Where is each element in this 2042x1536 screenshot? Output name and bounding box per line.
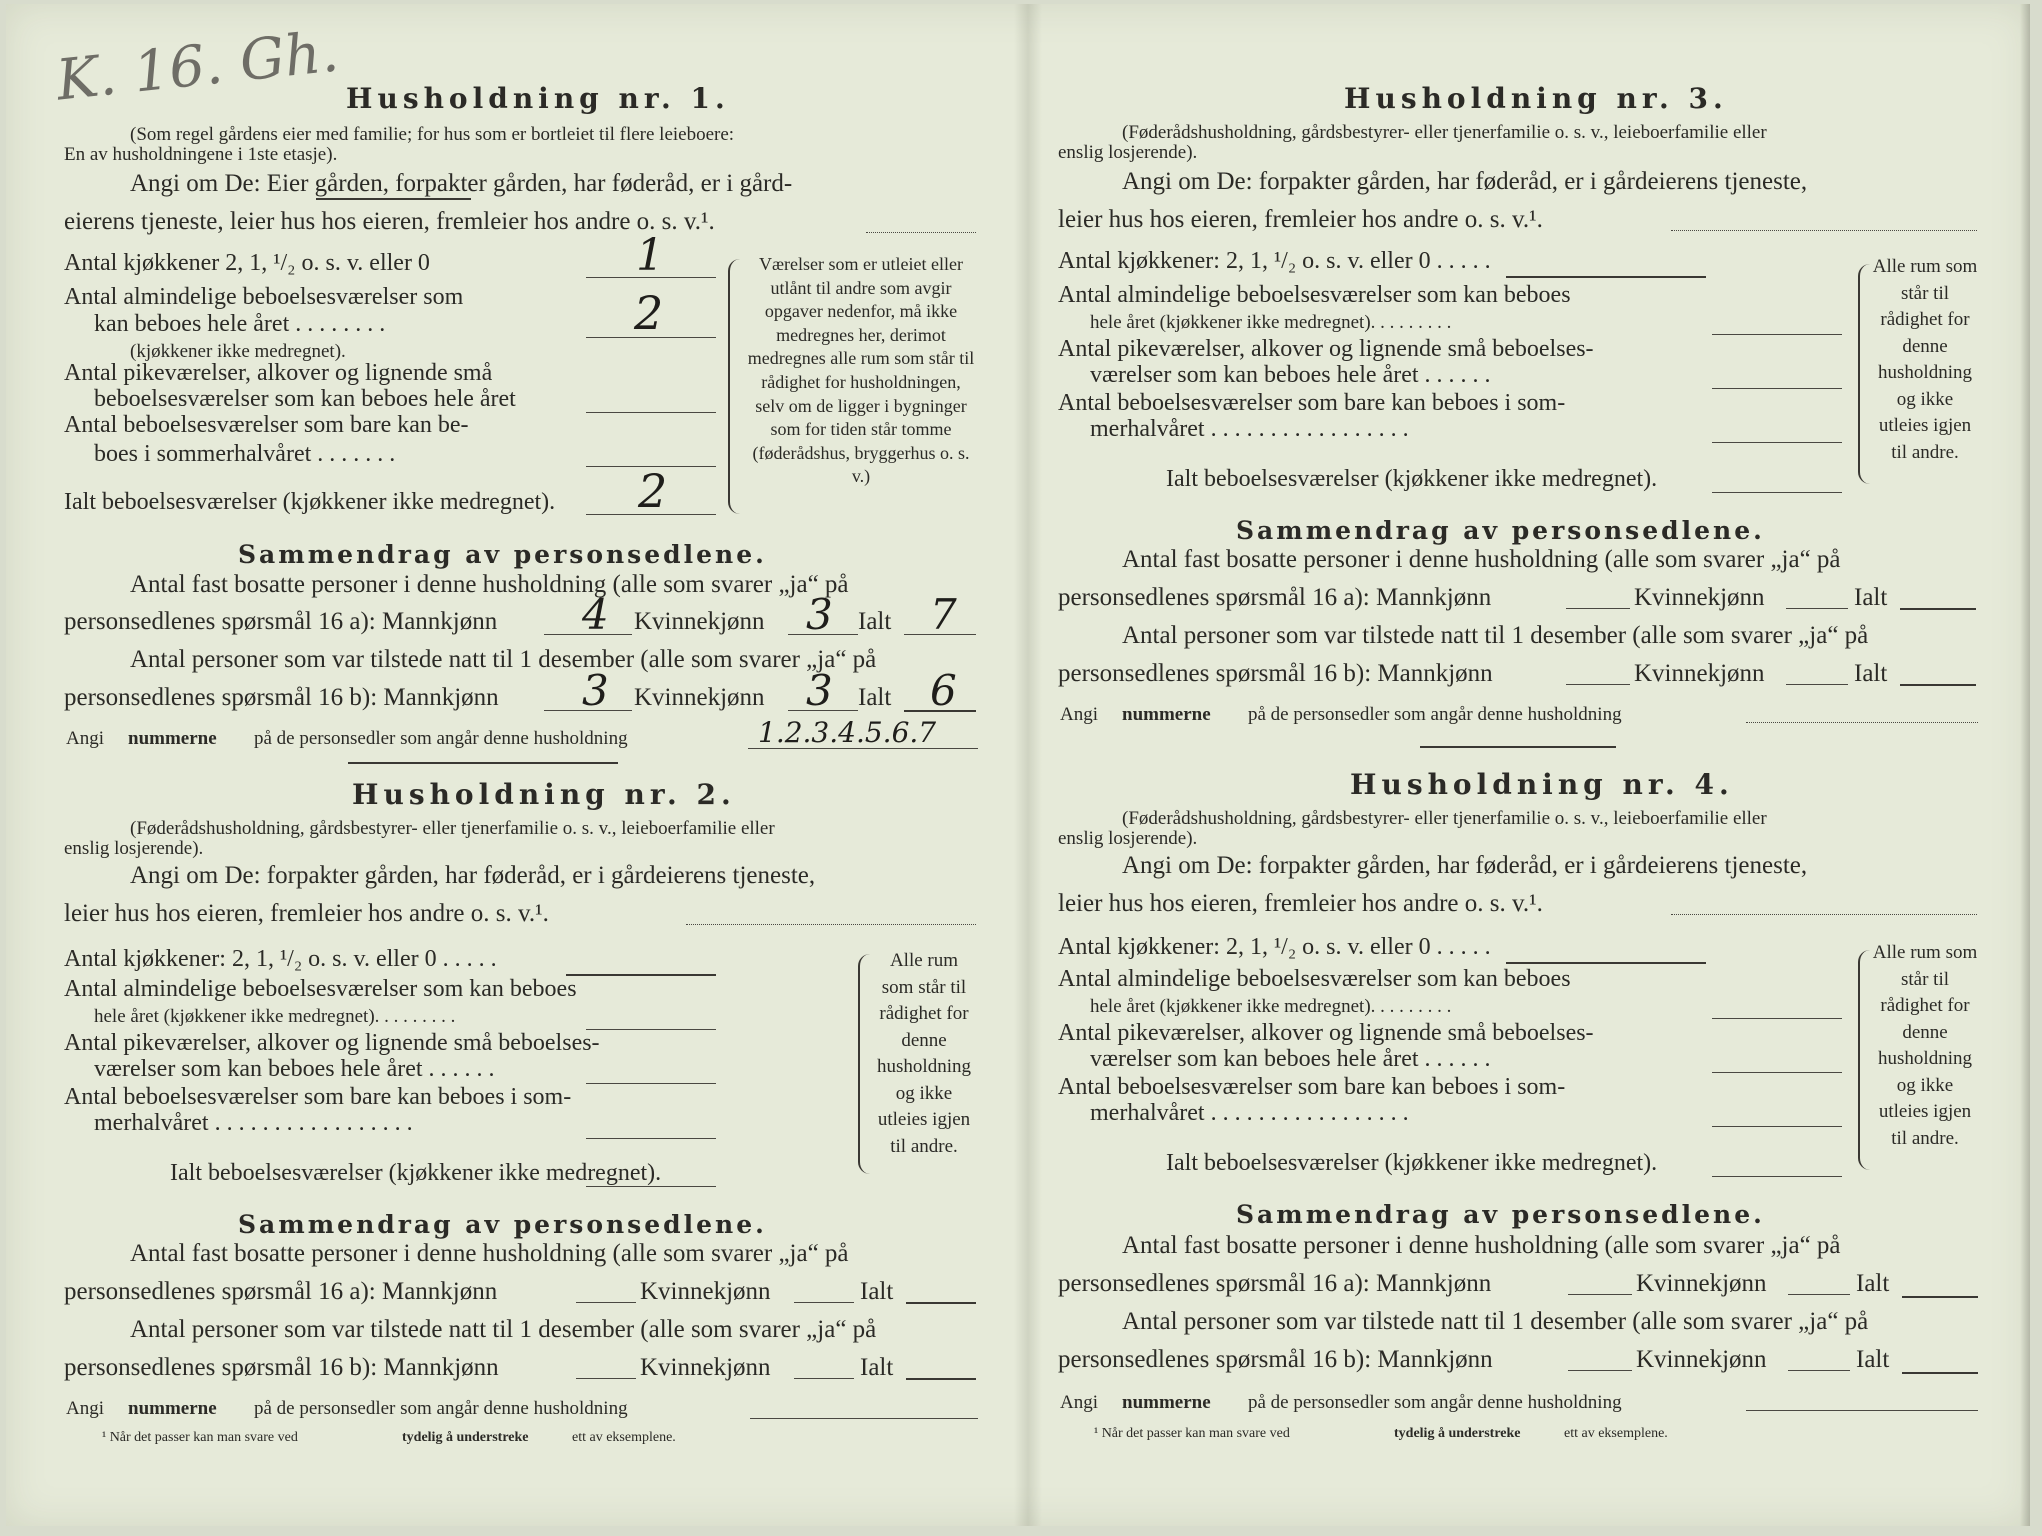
h1-s4: personsedlenes spørsmål 16 b): Mannkjønn (64, 684, 499, 711)
h2-q-summer-2: merhalvåret . . . . . . . . . . . . . . . . . (94, 1110, 413, 1136)
h3-s3: Antal personer som var tilstede natt til 1 desember (alle som svarer „ja“ på (1122, 622, 1869, 649)
h4-s3: Antal personer som var tilstede natt til 1 desember (alle som svarer „ja“ på (1122, 1308, 1869, 1335)
h1-q-rooms-2: kan beboes hele året . . . . . . . . (94, 311, 386, 337)
h2-q-small-2: værelser som kan beboes hele året . . . . . . (94, 1056, 495, 1082)
h3-s4-k-line (1786, 684, 1848, 685)
h4-s4: personsedlenes spørsmål 16 b): Mannkjønn (1058, 1346, 1493, 1373)
h4-s2-t-line (1902, 1296, 1978, 1298)
h4-title: Husholdning nr. 4. (1350, 768, 1734, 801)
h1-s2-ialt: Ialt (858, 608, 892, 635)
h3-intro-2: enslig losjerende). (1058, 142, 1198, 163)
h1-b-m: 3 (582, 666, 609, 715)
h4-note: Alle rum som står til rådighet for denne husholdning og ikke utleies igjen til andre. (1872, 942, 1978, 1149)
left-footnote-pre: ¹ Når det passer kan man svare ved (102, 1430, 298, 1445)
h2-q-kitchen: Antal kjøkkener: 2, 1, ¹/₂ o. s. v. eller 0 . . . . . (64, 946, 497, 972)
h1-s2-kvinne: Kvinnekjønn (634, 608, 765, 635)
h1-angi-1: Angi om De: Eier gården, forpakter gården, har føderåd, er i gård- (130, 170, 793, 197)
h2-q-total: Ialt beboelsesværelser (kjøkkener ikke medregnet). (170, 1160, 662, 1186)
h1-q-total: Ialt beboelsesværelser (kjøkkener ikke medregnet). (64, 489, 556, 515)
h3-q-summer-2: merhalvåret . . . . . . . . . . . . . . . . . (1090, 416, 1409, 442)
h2-angi-line (686, 924, 976, 925)
h3-numm-post: på de personsedler som angår denne husholdning (1248, 704, 1622, 725)
h1-intro-1: (Som regel gårdens eier med familie; for hus som er bortleiet til flere leieboere: (130, 124, 735, 145)
h3-s2-kvinne: Kvinnekjønn (1634, 584, 1765, 611)
h3-intro-1: (Føderådshusholdning, gårdsbestyrer- eller tjenerfamilie o. s. v., leieboerfamilie eller (1122, 122, 1767, 143)
h4-kitchen-rule (1506, 962, 1706, 964)
h3-line-rooms (1712, 334, 1842, 335)
h1-a-m: 4 (582, 590, 609, 639)
h3-angi-line (1671, 230, 1977, 231)
h2-s2-t-line (906, 1302, 976, 1304)
h1-a-k: 3 (806, 590, 833, 639)
h2-note: Alle rum som står til rådighet for denne husholdning og ikke utleies igjen til andre. (877, 950, 971, 1157)
h2-s2-k-line (794, 1302, 854, 1303)
h2-s2-ialt: Ialt (860, 1278, 894, 1305)
h4-q-summer-1: Antal beboelsesværelser som bare kan beboes i som- (1058, 1074, 1566, 1100)
h3-s4-t-line (1900, 684, 1976, 686)
sheet-edge (2020, 4, 2030, 1526)
h3-q-summer-1: Antal beboelsesværelser som bare kan beboes i som- (1058, 390, 1566, 416)
h3-h4-separator (1420, 746, 1616, 748)
h1-q-summer-2: boes i sommerhalvåret . . . . . . . (94, 441, 396, 467)
h2-q-rooms-2: hele året (kjøkkener ikke medregnet). . . . . . . . . (94, 1006, 456, 1027)
h1-s2: personsedlenes spørsmål 16 a): Mannkjønn (64, 608, 498, 635)
h3-angi-2: leier hus hos eieren, fremleier hos andre o. s. v.¹. (1058, 206, 1543, 233)
h1-q-kitchen: Antal kjøkkener 2, 1, ¹/₂ o. s. v. eller 0 (64, 250, 430, 276)
h2-kitchen-rule (566, 974, 716, 976)
left-footnote-bold: tydelig å understreke (402, 1430, 529, 1445)
h4-numm-line (1746, 1410, 1978, 1411)
h1-numm-pre: Angi (66, 728, 104, 749)
h1-eier-underline (316, 198, 471, 200)
h2-note-brace (858, 954, 870, 1174)
h2-sum-title: Sammendrag av personsedlene. (238, 1210, 767, 1239)
h2-numm-post: på de personsedler som angår denne husholdning (254, 1398, 628, 1419)
h2-intro-2: enslig losjerende). (64, 838, 204, 859)
h3-line-total (1712, 492, 1842, 493)
h4-angi-1: Angi om De: forpakter gården, har føderåd, er i gårdeierens tjeneste, (1122, 852, 1808, 879)
h4-line-summer (1712, 1126, 1842, 1127)
right-footnote-pre: ¹ Når det passer kan man svare ved (1094, 1426, 1290, 1441)
h3-angi-1: Angi om De: forpakter gården, har føderåd, er i gårdeierens tjeneste, (1122, 168, 1808, 195)
h4-s4-k-line (1788, 1370, 1850, 1371)
h1-note: Værelser som er utleiet eller utlånt til andre som avgir opgaver nedenfor, må ikke medregnes her, derimot medregnes alle rum som står til rådighet for husholdningen, selv om de ligger i bygninger som for tiden står tomme (føderådshus, bryggerhus o. s. v.) (747, 254, 975, 487)
h3-q-rooms-2: hele året (kjøkkener ikke medregnet). . . . . . . . . (1090, 312, 1452, 333)
h4-note-brace (1858, 950, 1870, 1170)
h2-s1: Antal fast bosatte personer i denne husholdning (alle som svarer „ja“ på (130, 1240, 849, 1267)
h2-s4-kvinne: Kvinnekjønn (640, 1354, 771, 1381)
h1-s4-ialt: Ialt (858, 684, 892, 711)
h3-s4-kvinne: Kvinnekjønn (1634, 660, 1765, 687)
h2-line-small (586, 1083, 716, 1084)
h4-intro-1: (Føderådshusholdning, gårdsbestyrer- eller tjenerfamilie o. s. v., leieboerfamilie eller (1122, 808, 1767, 829)
h1-a-t: 7 (930, 590, 957, 639)
h1-intro-2: En av husholdningene i 1ste etasje). (64, 144, 338, 165)
h1-title: Husholdning nr. 1. (346, 82, 730, 115)
h1-ans-rooms: 2 (634, 286, 664, 340)
h2-angi-2: leier hus hos eieren, fremleier hos andre o. s. v.¹. (64, 900, 549, 927)
h2-s4-m-line (576, 1378, 636, 1379)
h3-sum-title: Sammendrag av personsedlene. (1236, 516, 1765, 545)
h1-note-brace (728, 259, 740, 514)
h4-s2-kvinne: Kvinnekjønn (1636, 1270, 1767, 1297)
h3-title: Husholdning nr. 3. (1344, 82, 1728, 115)
h1-q-rooms-3: (kjøkkener ikke medregnet). (130, 341, 346, 362)
left-footnote-post: ett av eksemplene. (572, 1430, 676, 1445)
h2-line-total (586, 1186, 716, 1187)
h4-angi-2: leier hus hos eieren, fremleier hos andre o. s. v.¹. (1058, 890, 1543, 917)
h1-q-rooms-1: Antal almindelige beboelsesværelser som (64, 284, 464, 310)
h2-intro-1: (Føderådshusholdning, gårdsbestyrer- eller tjenerfamilie o. s. v., leieboerfamilie eller (130, 818, 775, 839)
h1-ans-kitchen: 1 (636, 230, 664, 281)
h4-s4-m-line (1568, 1370, 1632, 1371)
h4-q-total: Ialt beboelsesværelser (kjøkkener ikke medregnet). (1166, 1150, 1658, 1176)
right-footnote-bold: tydelig å understreke (1394, 1426, 1521, 1441)
h2-q-rooms-1: Antal almindelige beboelsesværelser som kan beboes (64, 976, 577, 1002)
h2-s3: Antal personer som var tilstede natt til 1 desember (alle som svarer „ja“ på (130, 1316, 877, 1343)
h1-ans-total: 2 (638, 464, 668, 518)
h4-s4-kvinne: Kvinnekjønn (1636, 1346, 1767, 1373)
h2-line-summer (586, 1138, 716, 1139)
h3-q-rooms-1: Antal almindelige beboelsesværelser som kan beboes (1058, 282, 1571, 308)
h2-s2-m-line (576, 1302, 636, 1303)
h3-q-small-1: Antal pikeværelser, alkover og lignende små beboelses- (1058, 336, 1594, 362)
h2-angi-1: Angi om De: forpakter gården, har føderåd, er i gårdeierens tjeneste, (130, 862, 816, 889)
h3-kitchen-rule (1506, 276, 1706, 278)
h2-q-summer-1: Antal beboelsesværelser som bare kan beboes i som- (64, 1084, 572, 1110)
h4-q-rooms-1: Antal almindelige beboelsesværelser som kan beboes (1058, 966, 1571, 992)
right-footnote-post: ett av eksemplene. (1564, 1426, 1668, 1441)
h1-s3: Antal personer som var tilstede natt til 1 desember (alle som svarer „ja“ på (130, 646, 877, 673)
h4-q-kitchen: Antal kjøkkener: 2, 1, ¹/₂ o. s. v. eller 0 . . . . . (1058, 934, 1491, 960)
h1-line-small (586, 412, 716, 413)
h3-numm-pre: Angi (1060, 704, 1098, 725)
h1-b-k: 3 (806, 666, 833, 715)
h4-s4-ialt: Ialt (1856, 1346, 1890, 1373)
h3-line-small (1712, 388, 1842, 389)
h4-numm-bold: nummerne (1122, 1392, 1211, 1413)
h3-numm-bold: nummerne (1122, 704, 1211, 725)
h4-s2: personsedlenes spørsmål 16 a): Mannkjønn (1058, 1270, 1492, 1297)
h3-s2-ialt: Ialt (1854, 584, 1888, 611)
h2-numm-bold: nummerne (128, 1398, 217, 1419)
h1-numm-bold: nummerne (128, 728, 217, 749)
h1-angi-2: eierens tjeneste, leier hus hos eieren, fremleier hos andre o. s. v.¹. (64, 208, 715, 235)
h4-q-summer-2: merhalvåret . . . . . . . . . . . . . . . . . (1090, 1100, 1409, 1126)
h4-line-rooms (1712, 1018, 1842, 1019)
h1-angi-line (866, 232, 976, 233)
h4-numm-pre: Angi (1060, 1392, 1098, 1413)
h2-line-rooms (586, 1029, 716, 1030)
h4-s2-m-line (1568, 1294, 1632, 1295)
h1-s1: Antal fast bosatte personer i denne husholdning (alle som svarer „ja“ på (130, 571, 849, 598)
corner-mark: K. 16. Gh. (53, 19, 342, 114)
h3-s2: personsedlenes spørsmål 16 a): Mannkjønn (1058, 584, 1492, 611)
h1-q-small-2: beboelsesværelser som kan beboes hele året (94, 386, 516, 412)
h4-line-total (1712, 1176, 1842, 1177)
h4-sum-title: Sammendrag av personsedlene. (1236, 1200, 1765, 1229)
h3-s2-k-line (1786, 608, 1848, 609)
h3-q-total: Ialt beboelsesværelser (kjøkkener ikke medregnet). (1166, 466, 1658, 492)
h3-s2-t-line (1900, 608, 1976, 610)
h1-h2-separator (348, 762, 618, 764)
h2-q-small-1: Antal pikeværelser, alkover og lignende små beboelses- (64, 1030, 600, 1056)
h3-s2-m-line (1566, 608, 1630, 609)
h2-title: Husholdning nr. 2. (352, 778, 736, 811)
h3-s4-ialt: Ialt (1854, 660, 1888, 687)
census-sheet (6, 4, 2030, 1526)
h3-s4-m-line (1566, 684, 1630, 685)
h3-note: Alle rum som står til rådighet for denne husholdning og ikke utleies igjen til andre. (1872, 256, 1978, 463)
h2-s4: personsedlenes spørsmål 16 b): Mannkjønn (64, 1354, 499, 1381)
h4-s2-k-line (1788, 1294, 1850, 1295)
h1-numm-ans: 1.2.3.4.5.6.7 (758, 716, 937, 749)
h1-b-t: 6 (930, 666, 957, 715)
h4-s2-ialt: Ialt (1856, 1270, 1890, 1297)
h4-q-rooms-2: hele året (kjøkkener ikke medregnet). . . . . . . . . (1090, 996, 1452, 1017)
h4-s1: Antal fast bosatte personer i denne husholdning (alle som svarer „ja“ på (1122, 1232, 1841, 1259)
h1-s4-kvinne: Kvinnekjønn (634, 684, 765, 711)
h4-angi-line (1671, 914, 1977, 915)
h2-s2: personsedlenes spørsmål 16 a): Mannkjønn (64, 1278, 498, 1305)
h2-s4-t-line (906, 1378, 976, 1380)
page-fold (1014, 4, 1042, 1526)
h4-q-small-2: værelser som kan beboes hele året . . . . . . (1090, 1046, 1491, 1072)
h2-s4-ialt: Ialt (860, 1354, 894, 1381)
h3-q-small-2: værelser som kan beboes hele året . . . . . . (1090, 362, 1491, 388)
h3-s1: Antal fast bosatte personer i denne husholdning (alle som svarer „ja“ på (1122, 546, 1841, 573)
h2-numm-line (750, 1418, 978, 1419)
h3-q-kitchen: Antal kjøkkener: 2, 1, ¹/₂ o. s. v. eller 0 . . . . . (1058, 248, 1491, 274)
h2-numm-pre: Angi (66, 1398, 104, 1419)
h2-s2-kvinne: Kvinnekjønn (640, 1278, 771, 1305)
h4-q-small-1: Antal pikeværelser, alkover og lignende små beboelses- (1058, 1020, 1594, 1046)
h3-s4: personsedlenes spørsmål 16 b): Mannkjønn (1058, 660, 1493, 687)
h4-line-small (1712, 1072, 1842, 1073)
h1-q-summer-1: Antal beboelsesværelser som bare kan be- (64, 412, 469, 438)
h2-s4-k-line (794, 1378, 854, 1379)
h3-line-summer (1712, 442, 1842, 443)
h3-numm-line (1746, 722, 1978, 723)
h1-numm-post: på de personsedler som angår denne husholdning (254, 728, 628, 749)
h4-intro-2: enslig losjerende). (1058, 828, 1198, 849)
h4-s4-t-line (1902, 1372, 1978, 1374)
h1-sum-title: Sammendrag av personsedlene. (238, 540, 767, 569)
h4-numm-post: på de personsedler som angår denne husholdning (1248, 1392, 1622, 1413)
h1-q-small-1: Antal pikeværelser, alkover og lignende små (64, 360, 493, 386)
h3-note-brace (1858, 264, 1870, 484)
